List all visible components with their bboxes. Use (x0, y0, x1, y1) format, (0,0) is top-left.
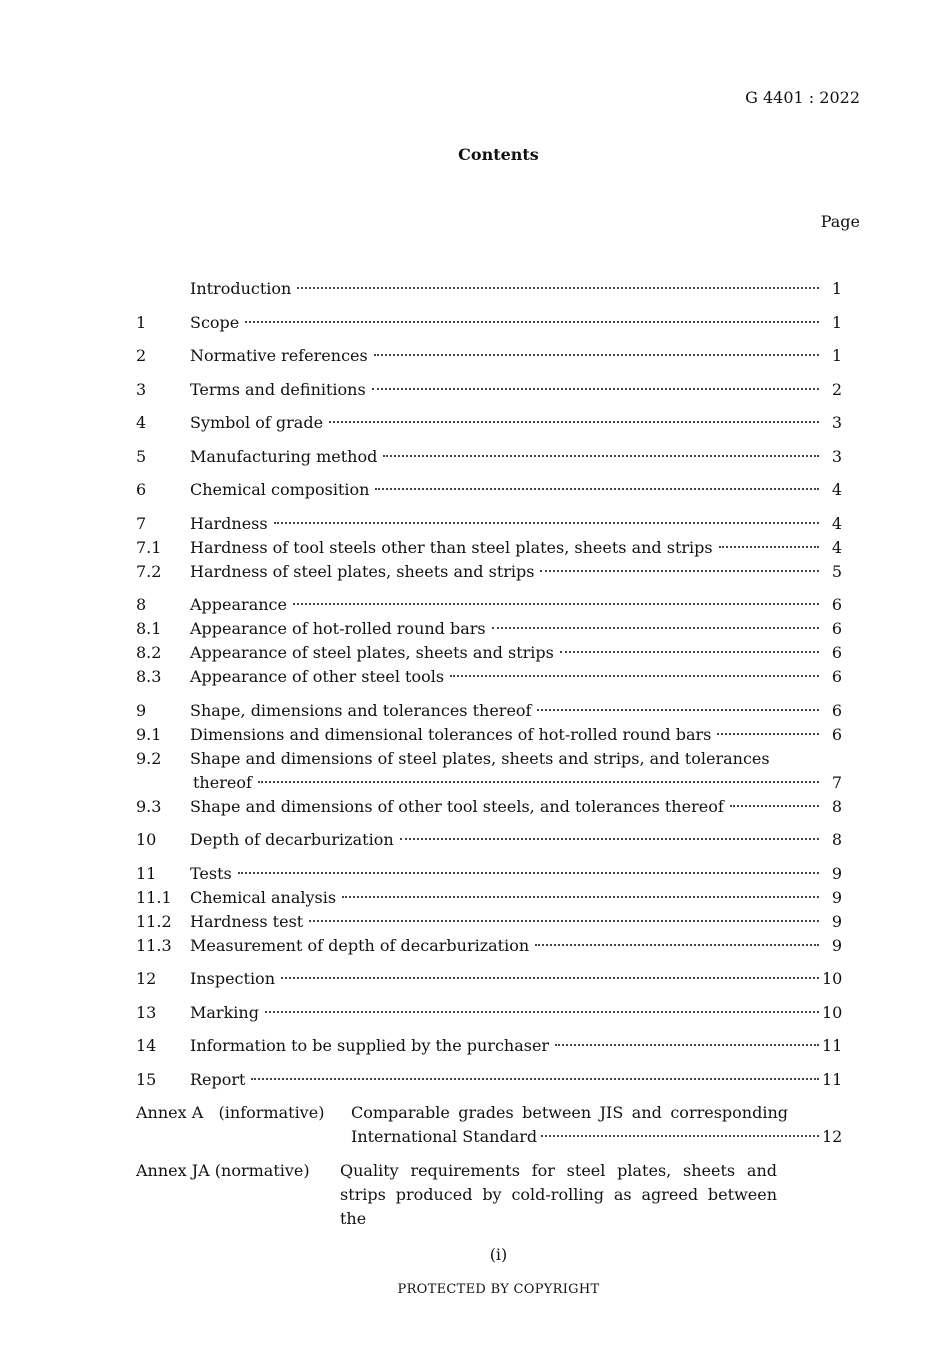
toc-entry-number: 1 (136, 312, 147, 332)
dot-leader (400, 838, 819, 840)
toc-entry-title: Introduction (190, 279, 292, 298)
toc-entry-page: 9 (831, 935, 842, 955)
toc-entry[interactable] (136, 1068, 842, 1092)
dot-leader (251, 1078, 819, 1080)
dot-leader (265, 1011, 819, 1013)
toc-entry-number: 7 (136, 513, 147, 533)
toc-entry-page: 2 (831, 379, 842, 399)
toc-entry-title: Measurement of depth of decarburization (190, 935, 530, 955)
dot-leader (245, 321, 819, 323)
toc-entry-number: 9.1 (136, 724, 162, 744)
toc-entry-number: 11.2 (136, 911, 172, 931)
toc-entry-page: 6 (831, 595, 842, 614)
toc-entry-page: 10 (822, 969, 843, 988)
toc-entry-continuation[interactable] (136, 771, 842, 795)
toc-entry-title: Hardness (190, 513, 268, 533)
toc-entry-number: 11 (136, 863, 157, 883)
toc-entry-page: 4 (831, 513, 842, 533)
toc-entry[interactable] (136, 967, 842, 991)
annex-title: Quality requirements for steel plates, sheets and strips produced by cold-rolling as agreed between the (340, 1160, 777, 1228)
dot-leader (560, 651, 819, 653)
dot-leader (450, 675, 819, 677)
dot-leader (535, 944, 819, 946)
toc-entry-number: 10 (136, 830, 157, 849)
toc-entry[interactable] (136, 934, 842, 958)
toc-entry-page: 6 (831, 619, 842, 638)
toc-entry-title: Appearance of hot-rolled round bars (190, 619, 486, 638)
dot-leader (374, 354, 819, 356)
toc-entry[interactable] (136, 344, 842, 368)
toc-entry[interactable] (136, 560, 842, 584)
annex-label: Annex JA (normative) (136, 1160, 325, 1180)
toc-entry[interactable] (136, 699, 842, 723)
toc-entry[interactable] (136, 795, 842, 819)
toc-entry-number: 8.2 (136, 643, 162, 662)
toc-entry[interactable] (136, 277, 842, 301)
toc-entry[interactable] (136, 1001, 842, 1025)
dot-leader (297, 287, 819, 289)
toc-entry-number: 4 (136, 413, 147, 432)
toc-entry-number: 11.3 (136, 935, 172, 955)
toc-entry-page: 7 (831, 772, 842, 792)
toc-entry-title: Hardness of steel plates, sheets and strips (190, 561, 535, 581)
toc-entry-page: 3 (831, 446, 842, 466)
toc-entry[interactable] (136, 828, 842, 852)
toc-entry-number: 13 (136, 1002, 157, 1022)
dot-leader (375, 488, 819, 490)
toc-entry-title: Appearance of other steel tools (190, 667, 445, 686)
toc-entry-page: 11 (822, 1069, 843, 1089)
toc-entry[interactable] (136, 445, 842, 469)
toc-annex-entry[interactable] (136, 1101, 842, 1149)
toc-entry-page: 9 (831, 887, 842, 907)
dot-leader (492, 627, 819, 629)
toc-entry-title: Shape, dimensions and tolerances thereof (190, 700, 532, 720)
toc-entry-title: Symbol of grade (190, 413, 324, 432)
toc-entry-title-cont: thereof (193, 772, 252, 792)
toc-entry-title: Hardness test (190, 911, 304, 931)
toc-entry-title: Tests (190, 863, 232, 883)
dot-leader (730, 805, 819, 807)
page-column-header: Page (820, 212, 860, 231)
toc-entry-page: 1 (831, 312, 842, 332)
toc-entry[interactable] (136, 747, 842, 771)
annex-label: Annex A (informative) (136, 1103, 340, 1122)
dot-leader (555, 1044, 819, 1046)
toc-entry[interactable] (136, 593, 842, 617)
toc-entry-number: 14 (136, 1036, 157, 1055)
annex-title: Comparable grades between JIS and corresponding International Standard 12 (351, 1101, 788, 1149)
toc-entry-page: 8 (831, 830, 842, 849)
toc-entry-title: Scope (190, 312, 240, 332)
dot-leader (717, 733, 819, 735)
toc-entry-page: 10 (822, 1002, 843, 1022)
toc-entry[interactable] (136, 886, 842, 910)
dot-leader (540, 570, 819, 572)
toc-entry-page: 4 (831, 537, 842, 557)
dot-leader (372, 388, 819, 390)
toc-annex-entry[interactable] (136, 1159, 842, 1231)
toc-entry[interactable] (136, 478, 842, 502)
toc-entry-title: Shape and dimensions of other tool steels, and tolerances thereof (190, 796, 724, 816)
dot-leader (281, 977, 819, 979)
toc-entry-number: 8.3 (136, 667, 162, 686)
table-of-contents (136, 277, 842, 1231)
toc-entry-page: 11 (822, 1036, 843, 1055)
toc-entry-page: 3 (831, 413, 842, 432)
dot-leader (258, 781, 819, 783)
dot-leader (293, 603, 819, 605)
toc-entry-number: 6 (136, 480, 147, 499)
toc-entry-title: Report (190, 1069, 246, 1089)
toc-entry-title: Shape and dimensions of steel plates, sheets and strips, and tolerances (190, 748, 770, 768)
toc-entry[interactable] (136, 665, 842, 689)
toc-entry-page: 9 (831, 863, 842, 883)
toc-entry-page: 12 (822, 1127, 843, 1146)
toc-entry-number: 12 (136, 969, 157, 988)
toc-entry-page: 1 (831, 279, 842, 298)
toc-entry[interactable] (136, 723, 842, 747)
toc-entry-number: 3 (136, 379, 147, 399)
toc-entry-title: Hardness of tool steels other than steel plates, sheets and strips (190, 537, 713, 557)
toc-entry-number: 8 (136, 595, 147, 614)
toc-entry[interactable] (136, 862, 842, 886)
toc-entry-page: 6 (831, 700, 842, 720)
toc-entry-title: Marking (190, 1002, 259, 1022)
toc-entry-title: Chemical analysis (190, 887, 337, 907)
toc-entry-number: 9.3 (136, 796, 162, 816)
toc-entry-page: 8 (831, 796, 842, 816)
toc-entry-title: Information to be supplied by the purchaser (190, 1036, 550, 1055)
dot-leader (383, 455, 819, 457)
toc-entry-number: 7.1 (136, 537, 162, 557)
toc-entry-page: 6 (831, 724, 842, 744)
dot-leader (342, 896, 819, 898)
toc-entry-number: 9.2 (136, 748, 162, 768)
toc-entry[interactable] (136, 311, 842, 335)
page-number: (i) (489, 1245, 508, 1264)
toc-entry-page: 1 (831, 346, 842, 365)
toc-entry-number: 15 (136, 1069, 157, 1089)
toc-entry-title: Appearance (190, 595, 287, 614)
standard-number: G 4401 : 2022 (745, 88, 860, 107)
toc-entry-page: 6 (831, 643, 842, 662)
toc-entry-title: Depth of decarburization (190, 830, 394, 849)
toc-entry[interactable] (136, 411, 842, 435)
page-title: Contents (458, 145, 539, 164)
toc-entry-title: Inspection (190, 969, 275, 988)
toc-entry-page: 5 (831, 561, 842, 581)
toc-entry[interactable] (136, 536, 842, 560)
toc-entry-number: 2 (136, 346, 147, 365)
toc-entry[interactable] (136, 910, 842, 934)
toc-entry-title: Terms and definitions (190, 379, 366, 399)
toc-entry-number: 9 (136, 700, 147, 720)
dot-leader (274, 522, 819, 524)
dot-leader (537, 709, 819, 711)
toc-entry-number: 7.2 (136, 561, 162, 581)
dot-leader (719, 546, 819, 548)
toc-entry[interactable] (136, 617, 842, 641)
toc-entry-page: 4 (831, 480, 842, 499)
toc-entry-page: 6 (831, 667, 842, 686)
dot-leader (238, 872, 819, 874)
toc-entry-number: 11.1 (136, 887, 172, 907)
toc-entry[interactable] (136, 512, 842, 536)
toc-entry-title: Chemical composition (190, 480, 370, 499)
toc-entry-number: 5 (136, 446, 147, 466)
copyright-notice: PROTECTED BY COPYRIGHT (397, 1282, 600, 1297)
toc-entry-page: 9 (831, 911, 842, 931)
toc-entry-title: Appearance of steel plates, sheets and strips (190, 643, 554, 662)
toc-entry-title: Dimensions and dimensional tolerances of hot-rolled round bars (190, 724, 712, 744)
dot-leader (541, 1135, 819, 1137)
toc-entry[interactable] (136, 641, 842, 665)
toc-entry-title: Manufacturing method (190, 446, 378, 466)
toc-entry[interactable] (136, 378, 842, 402)
toc-entry-title: Normative references (190, 346, 368, 365)
toc-entry-number: 8.1 (136, 619, 162, 638)
toc-entry[interactable] (136, 1034, 842, 1058)
dot-leader (329, 421, 819, 423)
dot-leader (309, 920, 819, 922)
